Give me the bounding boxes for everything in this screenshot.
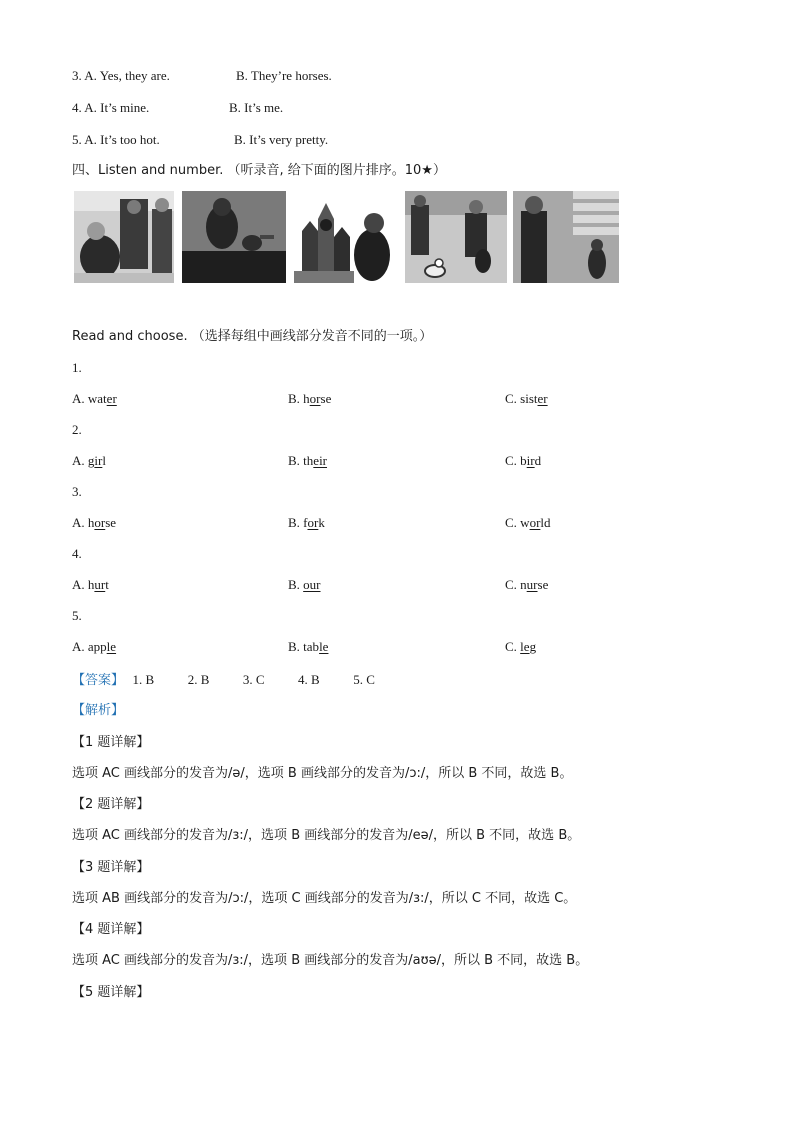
option-text: B. f: [288, 515, 308, 530]
detail-2-text: 选项 AC 画线部分的发音为/ɜ:/，选项 B 画线部分的发音为/eə/，所以 B 不同，故选 B。: [72, 828, 581, 843]
question-2-option-a: [72, 453, 106, 469]
option-text: A. app: [72, 639, 107, 654]
question-2-option-b: [288, 453, 327, 469]
read-choose-instruction: Read and choose. （选择每组中画线部分发音不同的一项。）: [72, 329, 433, 344]
option-text: ld: [540, 515, 551, 530]
question-number: 2.: [72, 422, 82, 437]
question-number: 4.: [72, 546, 82, 561]
picture-3: [294, 191, 398, 283]
detail-4-title: 【4 题详解】: [72, 922, 150, 937]
q3-row: [72, 68, 170, 84]
underlined-letters: le: [520, 639, 530, 654]
q5-option-b: B. It’s very pretty.: [234, 132, 329, 147]
picture-2-illustration: [182, 191, 286, 283]
option-text: k: [318, 515, 325, 530]
part4-heading: 四、Listen and number. （听录音, 给下面的图片排序。10★）: [72, 163, 446, 178]
underlined-letters: or: [94, 515, 106, 530]
question-4-option-b: [288, 577, 321, 593]
picture-5: [513, 191, 619, 283]
underlined-letters: le: [106, 639, 117, 654]
detail-3-title: 【3 题详解】: [72, 860, 150, 875]
underlined-letters: or: [529, 515, 541, 530]
option-text: B. tab: [288, 639, 320, 654]
answer-row: [72, 672, 375, 689]
option-text: g: [529, 639, 537, 654]
picture-3-illustration: [294, 191, 398, 283]
option-text: se: [105, 515, 117, 530]
question-4-option-c: [505, 577, 548, 593]
option-text: C. sist: [505, 391, 538, 406]
option-text: d: [534, 453, 542, 468]
question-number: 1.: [72, 360, 82, 375]
option-text: C. w: [505, 515, 530, 530]
option-text: A. wat: [72, 391, 107, 406]
question-4-option-a: [72, 577, 109, 593]
answer-label: 【答案】: [72, 673, 125, 688]
answer-item-1: 1. B: [132, 672, 155, 687]
question-5-option-c: [505, 639, 536, 655]
answer-item-3: 3. C: [242, 672, 265, 687]
question-5-option-a: [72, 639, 116, 655]
underlined-letters: ir: [94, 453, 103, 468]
question-number: 5.: [72, 608, 82, 623]
picture-1: [74, 191, 174, 283]
underlined-letters: er: [106, 391, 117, 406]
picture-1-illustration: [74, 191, 174, 283]
q3-option-a: 3. A. Yes, they are.: [72, 68, 170, 83]
question-2-option-c: [505, 453, 541, 469]
underlined-letters: ir: [526, 453, 535, 468]
q5-option-a: 5. A. It’s too hot.: [72, 132, 160, 147]
detail-5-title: 【5 题详解】: [72, 985, 150, 1000]
option-text: A. h: [72, 515, 95, 530]
option-text: C. b: [505, 453, 527, 468]
analysis-label: 【解析】: [72, 703, 125, 718]
option-text: B.: [288, 577, 304, 592]
q4-option-a: 4. A. It’s mine.: [72, 100, 150, 115]
question-number: 3.: [72, 484, 82, 499]
underlined-letters: our: [303, 577, 321, 592]
option-text: l: [102, 453, 106, 468]
question-3-option-b: [288, 515, 325, 531]
detail-1-text: 选项 AC 画线部分的发音为/ə/，选项 B 画线部分的发音为/ɔ:/，所以 B 不同，故选 B。: [72, 766, 573, 781]
q4-option-b: B. It’s me.: [229, 100, 284, 115]
question-1-option-c: [505, 391, 548, 407]
question-1-option-a: [72, 391, 117, 407]
q4-row: [72, 100, 149, 116]
picture-4: [405, 191, 507, 283]
option-text: se: [537, 577, 549, 592]
underlined-letters: le: [319, 639, 329, 654]
option-text: B. h: [288, 391, 310, 406]
question-3-option-a: [72, 515, 116, 531]
option-text: t: [105, 577, 109, 592]
underlined-letters: er: [537, 391, 548, 406]
option-text: C. n: [505, 577, 527, 592]
detail-4-text: 选项 AC 画线部分的发音为/ɜ:/，选项 B 画线部分的发音为/aʊə/，所以 B 不同，故选 B。: [72, 953, 589, 968]
detail-3-text: 选项 AB 画线部分的发音为/ɔ:/，选项 C 画线部分的发音为/ɜ:/，所以 C 不同，故选 C。: [72, 891, 577, 906]
picture-5-illustration: [513, 191, 619, 283]
detail-2-title: 【2 题详解】: [72, 797, 150, 812]
option-text: se: [320, 391, 332, 406]
underlined-letters: ur: [526, 577, 538, 592]
underlined-letters: or: [307, 515, 319, 530]
q3-option-b: B. They’re horses.: [236, 68, 332, 83]
answer-item-5: 5. C: [353, 672, 375, 687]
underlined-letters: ur: [94, 577, 106, 592]
q5-row: [72, 132, 160, 148]
option-text: A. g: [72, 453, 95, 468]
picture-2: [182, 191, 286, 283]
option-text: B. th: [288, 453, 314, 468]
question-3-option-c: [505, 515, 551, 531]
detail-1-title: 【1 题详解】: [72, 735, 150, 750]
answer-item-4: 4. B: [298, 672, 320, 687]
option-text: A. h: [72, 577, 95, 592]
underlined-letters: eir: [313, 453, 328, 468]
picture-4-illustration: [405, 191, 507, 283]
answer-item-2: 2. B: [187, 672, 210, 687]
question-5-option-b: [288, 639, 328, 655]
underlined-letters: or: [309, 391, 321, 406]
question-1-option-b: [288, 391, 331, 407]
option-text: C.: [505, 639, 521, 654]
